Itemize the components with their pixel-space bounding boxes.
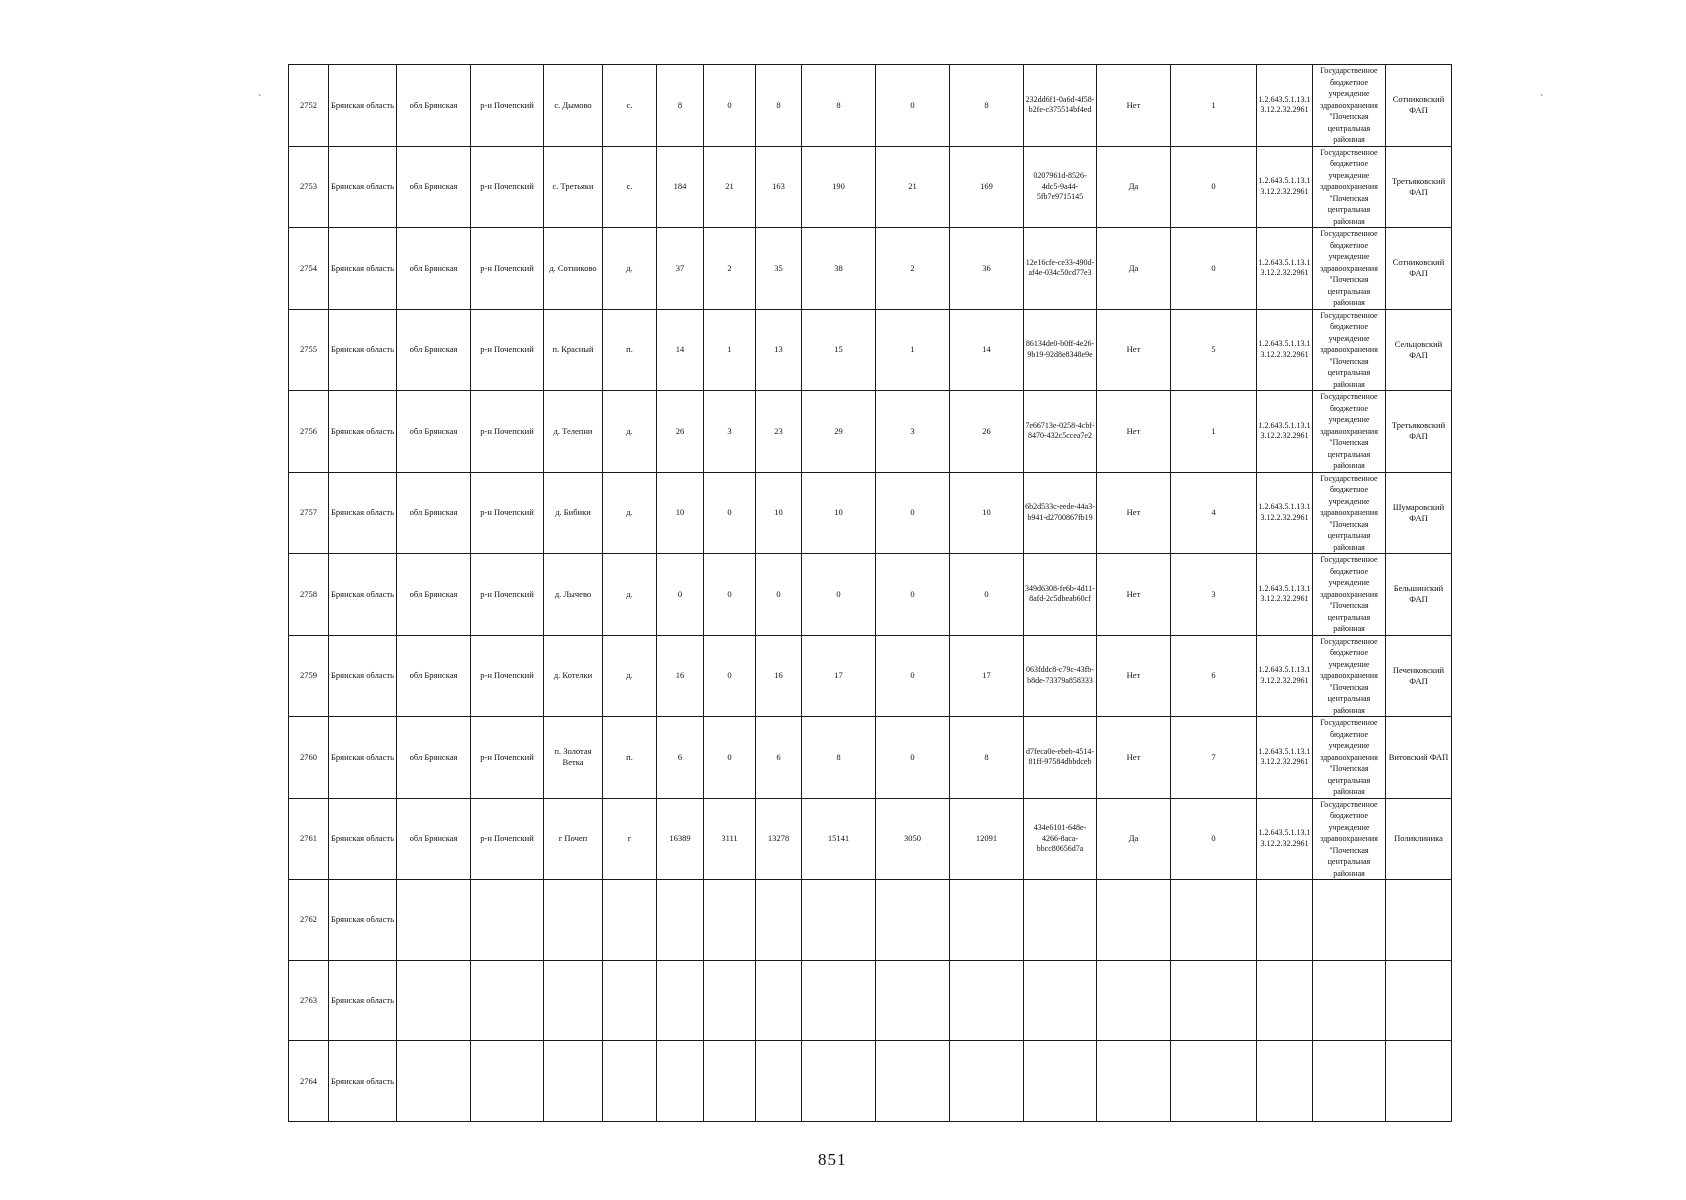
flag-cell: Нет — [1097, 554, 1171, 636]
count-cell — [657, 1041, 704, 1122]
row-number: 2752 — [289, 65, 329, 147]
guid-cell: 0207961d-8526-4dc5-9a44-5fb7e9715145 — [1024, 146, 1097, 228]
table-row — [289, 391, 1452, 473]
flag-cell — [1097, 960, 1171, 1041]
table-row — [289, 146, 1452, 228]
count-cell: 13 — [756, 309, 802, 391]
distance-cell: 0 — [1171, 146, 1257, 228]
count-cell — [950, 880, 1024, 961]
locality-cell: д. Лычево — [544, 554, 603, 636]
unit-cell: Третьяковский ФАП — [1386, 146, 1452, 228]
district-cell: р-н Почепский — [471, 146, 544, 228]
scan-speck: ` — [258, 94, 262, 105]
locality-type-cell — [603, 960, 657, 1041]
count-cell: 8 — [657, 65, 704, 147]
organization-cell: Государственное бюджетное учреждение здравоохранения "Почепская центральная районная — [1313, 228, 1386, 310]
organization-cell: Государственное бюджетное учреждение здравоохранения "Почепская центральная районная — [1313, 635, 1386, 717]
count-cell: 3 — [876, 391, 950, 473]
count-cell: 0 — [704, 472, 756, 554]
count-cell: 0 — [756, 554, 802, 636]
locality-cell: д. Телепни — [544, 391, 603, 473]
count-cell: 16 — [657, 635, 704, 717]
count-cell: 8 — [950, 65, 1024, 147]
count-cell: 23 — [756, 391, 802, 473]
subject-cell: Брянская область — [329, 472, 397, 554]
subject-cell: Брянская область — [329, 309, 397, 391]
count-cell: 190 — [802, 146, 876, 228]
row-number: 2761 — [289, 798, 329, 880]
organization-cell — [1313, 1041, 1386, 1122]
row-number: 2754 — [289, 228, 329, 310]
count-cell — [876, 960, 950, 1041]
distance-cell — [1171, 960, 1257, 1041]
organization-cell: Государственное бюджетное учреждение здравоохранения "Почепская центральная районная — [1313, 146, 1386, 228]
count-cell — [756, 880, 802, 961]
oid-cell: 1.2.643.5.1.13.13.12.2.32.2961 — [1257, 65, 1313, 147]
subject-cell: Брянская область — [329, 554, 397, 636]
count-cell: 0 — [802, 554, 876, 636]
distance-cell: 0 — [1171, 798, 1257, 880]
count-cell: 2 — [876, 228, 950, 310]
locality-type-cell: д. — [603, 391, 657, 473]
table-row — [289, 960, 1452, 1041]
unit-cell — [1386, 1041, 1452, 1122]
count-cell: 0 — [876, 65, 950, 147]
flag-cell: Да — [1097, 146, 1171, 228]
count-cell — [657, 960, 704, 1041]
flag-cell: Нет — [1097, 309, 1171, 391]
unit-cell: Третьяковский ФАП — [1386, 391, 1452, 473]
locality-cell: п. Красный — [544, 309, 603, 391]
region-cell: обл Брянская — [397, 309, 471, 391]
flag-cell — [1097, 1041, 1171, 1122]
count-cell: 21 — [704, 146, 756, 228]
count-cell — [657, 880, 704, 961]
oid-cell: 1.2.643.5.1.13.13.12.2.32.2961 — [1257, 309, 1313, 391]
count-cell — [876, 880, 950, 961]
count-cell: 12091 — [950, 798, 1024, 880]
unit-cell: Витовский ФАП — [1386, 717, 1452, 799]
locality-type-cell: д. — [603, 554, 657, 636]
count-cell: 0 — [704, 717, 756, 799]
region-cell: обл Брянская — [397, 472, 471, 554]
count-cell — [802, 960, 876, 1041]
count-cell — [756, 960, 802, 1041]
organization-cell — [1313, 960, 1386, 1041]
subject-cell: Брянская область — [329, 391, 397, 473]
oid-cell: 1.2.643.5.1.13.13.12.2.32.2961 — [1257, 798, 1313, 880]
region-cell: обл Брянская — [397, 717, 471, 799]
count-cell: 8 — [950, 717, 1024, 799]
count-cell: 6 — [756, 717, 802, 799]
guid-cell: 232dd6f1-0a6d-4f58-b2fe-c375514bf4ed — [1024, 65, 1097, 147]
locality-type-cell — [603, 880, 657, 961]
settlement-registry-table — [288, 64, 1452, 1122]
table-body — [289, 65, 1452, 1122]
count-cell: 15141 — [802, 798, 876, 880]
guid-cell: 7e66713e-0258-4cbf-8470-432c5ccea7e2 — [1024, 391, 1097, 473]
unit-cell: Печенковский ФАП — [1386, 635, 1452, 717]
row-number: 2758 — [289, 554, 329, 636]
count-cell: 14 — [950, 309, 1024, 391]
unit-cell: Сельцовский ФАП — [1386, 309, 1452, 391]
count-cell: 26 — [657, 391, 704, 473]
count-cell: 0 — [950, 554, 1024, 636]
count-cell — [876, 1041, 950, 1122]
region-cell: обл Брянская — [397, 146, 471, 228]
oid-cell: 1.2.643.5.1.13.13.12.2.32.2961 — [1257, 635, 1313, 717]
distance-cell: 5 — [1171, 309, 1257, 391]
locality-type-cell: д. — [603, 635, 657, 717]
guid-cell — [1024, 1041, 1097, 1122]
row-number: 2757 — [289, 472, 329, 554]
unit-cell — [1386, 880, 1452, 961]
unit-cell: Сотниковский ФАП — [1386, 228, 1452, 310]
oid-cell — [1257, 880, 1313, 961]
count-cell: 26 — [950, 391, 1024, 473]
oid-cell: 1.2.643.5.1.13.13.12.2.32.2961 — [1257, 228, 1313, 310]
district-cell — [471, 960, 544, 1041]
distance-cell — [1171, 880, 1257, 961]
organization-cell: Государственное бюджетное учреждение здравоохранения "Почепская центральная районная — [1313, 798, 1386, 880]
locality-type-cell: д. — [603, 472, 657, 554]
table-row — [289, 309, 1452, 391]
table-row — [289, 635, 1452, 717]
count-cell: 3 — [704, 391, 756, 473]
table-row — [289, 717, 1452, 799]
locality-type-cell: с. — [603, 146, 657, 228]
locality-cell — [544, 1041, 603, 1122]
locality-type-cell: п. — [603, 309, 657, 391]
count-cell — [950, 1041, 1024, 1122]
count-cell: 1 — [704, 309, 756, 391]
organization-cell: Государственное бюджетное учреждение здравоохранения "Почепская центральная районная — [1313, 391, 1386, 473]
count-cell: 163 — [756, 146, 802, 228]
row-number: 2755 — [289, 309, 329, 391]
organization-cell: Государственное бюджетное учреждение здравоохранения "Почепская центральная районная — [1313, 717, 1386, 799]
count-cell: 0 — [876, 554, 950, 636]
locality-cell — [544, 880, 603, 961]
district-cell — [471, 1041, 544, 1122]
flag-cell — [1097, 880, 1171, 961]
region-cell: обл Брянская — [397, 798, 471, 880]
region-cell: обл Брянская — [397, 635, 471, 717]
count-cell: 0 — [704, 635, 756, 717]
count-cell: 17 — [950, 635, 1024, 717]
subject-cell: Брянская область — [329, 635, 397, 717]
table-row — [289, 472, 1452, 554]
guid-cell: d7feca0e-ebeb-4514-81ff-97584dbbdceb — [1024, 717, 1097, 799]
locality-type-cell: с. — [603, 65, 657, 147]
distance-cell: 7 — [1171, 717, 1257, 799]
locality-type-cell — [603, 1041, 657, 1122]
unit-cell: Бельшинский ФАП — [1386, 554, 1452, 636]
oid-cell: 1.2.643.5.1.13.13.12.2.32.2961 — [1257, 717, 1313, 799]
district-cell: р-н Почепский — [471, 717, 544, 799]
count-cell — [756, 1041, 802, 1122]
subject-cell: Брянская область — [329, 65, 397, 147]
distance-cell: 1 — [1171, 65, 1257, 147]
locality-cell: д. Бибики — [544, 472, 603, 554]
subject-cell: Брянская область — [329, 880, 397, 961]
count-cell: 10 — [657, 472, 704, 554]
table-row — [289, 798, 1452, 880]
table-row — [289, 228, 1452, 310]
table-row — [289, 880, 1452, 961]
district-cell: р-н Почепский — [471, 472, 544, 554]
subject-cell: Брянская область — [329, 146, 397, 228]
count-cell: 0 — [704, 65, 756, 147]
count-cell — [704, 880, 756, 961]
count-cell: 21 — [876, 146, 950, 228]
row-number: 2760 — [289, 717, 329, 799]
locality-cell — [544, 960, 603, 1041]
guid-cell — [1024, 960, 1097, 1041]
table-row — [289, 554, 1452, 636]
count-cell: 0 — [876, 717, 950, 799]
district-cell: р-н Почепский — [471, 391, 544, 473]
distance-cell: 3 — [1171, 554, 1257, 636]
count-cell — [802, 1041, 876, 1122]
count-cell: 36 — [950, 228, 1024, 310]
count-cell: 15 — [802, 309, 876, 391]
count-cell: 3111 — [704, 798, 756, 880]
region-cell: обл Брянская — [397, 554, 471, 636]
district-cell: р-н Почепский — [471, 635, 544, 717]
organization-cell: Государственное бюджетное учреждение здравоохранения "Почепская центральная районная — [1313, 554, 1386, 636]
count-cell: 14 — [657, 309, 704, 391]
count-cell: 3050 — [876, 798, 950, 880]
region-cell: обл Брянская — [397, 228, 471, 310]
guid-cell: 349d6308-fe6b-4d11-8afd-2c5dbeab60cf — [1024, 554, 1097, 636]
count-cell: 10 — [802, 472, 876, 554]
count-cell: 0 — [876, 472, 950, 554]
flag-cell: Да — [1097, 228, 1171, 310]
distance-cell: 1 — [1171, 391, 1257, 473]
flag-cell: Да — [1097, 798, 1171, 880]
count-cell: 0 — [704, 554, 756, 636]
flag-cell: Нет — [1097, 391, 1171, 473]
row-number: 2764 — [289, 1041, 329, 1122]
count-cell: 38 — [802, 228, 876, 310]
region-cell — [397, 880, 471, 961]
oid-cell — [1257, 1041, 1313, 1122]
table-row — [289, 65, 1452, 147]
oid-cell — [1257, 960, 1313, 1041]
subject-cell: Брянская область — [329, 717, 397, 799]
locality-cell: д. Котелки — [544, 635, 603, 717]
count-cell — [802, 880, 876, 961]
flag-cell: Нет — [1097, 472, 1171, 554]
subject-cell: Брянская область — [329, 1041, 397, 1122]
table-row — [289, 1041, 1452, 1122]
locality-type-cell: г — [603, 798, 657, 880]
locality-type-cell: д. — [603, 228, 657, 310]
count-cell: 8 — [756, 65, 802, 147]
row-number: 2763 — [289, 960, 329, 1041]
count-cell — [704, 960, 756, 1041]
count-cell: 1 — [876, 309, 950, 391]
row-number: 2759 — [289, 635, 329, 717]
count-cell: 29 — [802, 391, 876, 473]
unit-cell: Шумаровский ФАП — [1386, 472, 1452, 554]
count-cell: 169 — [950, 146, 1024, 228]
guid-cell: 434e6101-648e-4266-8aca-bbcc80656d7a — [1024, 798, 1097, 880]
locality-cell: с. Третьяки — [544, 146, 603, 228]
distance-cell: 0 — [1171, 228, 1257, 310]
flag-cell: Нет — [1097, 65, 1171, 147]
count-cell: 16389 — [657, 798, 704, 880]
district-cell: р-н Почепский — [471, 65, 544, 147]
subject-cell: Брянская область — [329, 798, 397, 880]
oid-cell: 1.2.643.5.1.13.13.12.2.32.2961 — [1257, 554, 1313, 636]
unit-cell: Поликлиника — [1386, 798, 1452, 880]
locality-cell: д. Сотниково — [544, 228, 603, 310]
district-cell — [471, 880, 544, 961]
region-cell — [397, 960, 471, 1041]
guid-cell: 063fddc8-c79c-43fb-b8de-73379a858333 — [1024, 635, 1097, 717]
count-cell: 35 — [756, 228, 802, 310]
locality-cell: с. Дымово — [544, 65, 603, 147]
district-cell: р-н Почепский — [471, 554, 544, 636]
guid-cell: 6b2d533c-eede-44a3-b941-d2700867fb19 — [1024, 472, 1097, 554]
flag-cell: Нет — [1097, 635, 1171, 717]
region-cell — [397, 1041, 471, 1122]
page-number: 851 — [818, 1150, 847, 1169]
count-cell: 184 — [657, 146, 704, 228]
locality-cell: г Почеп — [544, 798, 603, 880]
row-number: 2753 — [289, 146, 329, 228]
oid-cell: 1.2.643.5.1.13.13.12.2.32.2961 — [1257, 146, 1313, 228]
count-cell: 13278 — [756, 798, 802, 880]
count-cell: 17 — [802, 635, 876, 717]
flag-cell: Нет — [1097, 717, 1171, 799]
oid-cell: 1.2.643.5.1.13.13.12.2.32.2961 — [1257, 472, 1313, 554]
oid-cell: 1.2.643.5.1.13.13.12.2.32.2961 — [1257, 391, 1313, 473]
guid-cell: 12e16cfe-ce33-490d-af4e-034c50cd77e3 — [1024, 228, 1097, 310]
subject-cell: Брянская область — [329, 228, 397, 310]
count-cell: 8 — [802, 65, 876, 147]
count-cell: 10 — [756, 472, 802, 554]
district-cell: р-н Почепский — [471, 309, 544, 391]
locality-type-cell: п. — [603, 717, 657, 799]
count-cell — [950, 960, 1024, 1041]
unit-cell — [1386, 960, 1452, 1041]
organization-cell: Государственное бюджетное учреждение здравоохранения "Почепская центральная районная — [1313, 65, 1386, 147]
guid-cell — [1024, 880, 1097, 961]
organization-cell: Государственное бюджетное учреждение здравоохранения "Почепская центральная районная — [1313, 309, 1386, 391]
district-cell: р-н Почепский — [471, 228, 544, 310]
count-cell: 10 — [950, 472, 1024, 554]
region-cell: обл Брянская — [397, 65, 471, 147]
count-cell: 0 — [876, 635, 950, 717]
count-cell: 37 — [657, 228, 704, 310]
subject-cell: Брянская область — [329, 960, 397, 1041]
row-number: 2762 — [289, 880, 329, 961]
organization-cell — [1313, 880, 1386, 961]
scan-speck: ` — [1540, 94, 1544, 105]
count-cell — [704, 1041, 756, 1122]
distance-cell — [1171, 1041, 1257, 1122]
count-cell: 8 — [802, 717, 876, 799]
district-cell: р-н Почепский — [471, 798, 544, 880]
row-number: 2756 — [289, 391, 329, 473]
guid-cell: 86134de0-b0ff-4e26-9b19-92d8e8348e9e — [1024, 309, 1097, 391]
count-cell: 2 — [704, 228, 756, 310]
count-cell: 0 — [657, 554, 704, 636]
distance-cell: 4 — [1171, 472, 1257, 554]
count-cell: 6 — [657, 717, 704, 799]
count-cell: 16 — [756, 635, 802, 717]
region-cell: обл Брянская — [397, 391, 471, 473]
unit-cell: Сотниковский ФАП — [1386, 65, 1452, 147]
distance-cell: 6 — [1171, 635, 1257, 717]
organization-cell: Государственное бюджетное учреждение здравоохранения "Почепская центральная районная — [1313, 472, 1386, 554]
locality-cell: п. Золотая Ветка — [544, 717, 603, 799]
